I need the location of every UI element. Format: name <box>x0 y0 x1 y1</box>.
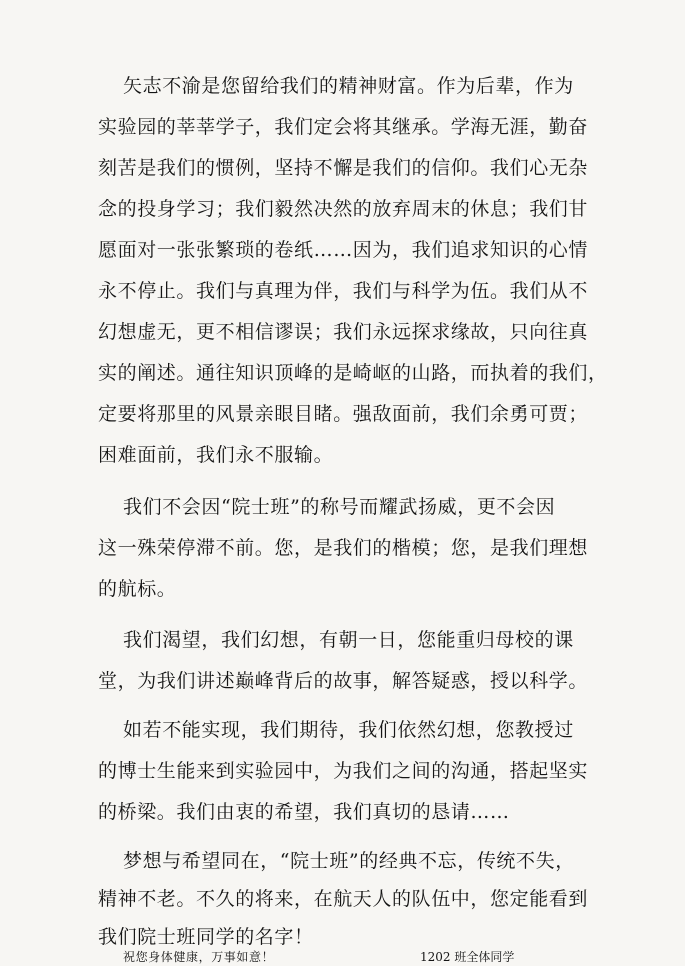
letter-line-14: 我们渴望，我们幻想，有朝一日，您能重归母校的课 <box>123 629 574 651</box>
letter-line-21: 我们院士班同学的名字！ <box>98 926 314 948</box>
letter-line-11: 我们不会因“院士班”的称号而耀武扬威，更不会因 <box>123 496 556 518</box>
letter-line-2: 实验园的莘莘学子，我们定会将其继承。学海无涯，勤奋 <box>98 116 589 138</box>
letter-line-20: 精神不老。不久的将来，在航天人的队伍中，您定能看到 <box>98 888 589 910</box>
letter-line-5: 愿面对一张张繁琐的卷纸……因为，我们追求知识的心情 <box>98 239 589 261</box>
letter-signature: 1202 班全体同学 <box>420 950 515 964</box>
letter-line-6: 永不停止。我们与真理为伴，我们与科学为伍。我们从不 <box>98 280 589 302</box>
letter-line-3: 刻苦是我们的惯例，坚持不懈是我们的信仰。我们心无杂 <box>98 157 589 179</box>
letter-line-19: 梦想与希望同在，“院士班”的经典不忘，传统不失， <box>123 850 575 872</box>
letter-line-7: 幻想虚无，更不相信谬误；我们永远探求缘故，只向往真 <box>98 321 589 343</box>
letter-line-9: 定要将那里的风景亲眼目睹。强敌面前，我们余勇可贾； <box>98 403 589 425</box>
letter-line-8: 实的阐述。通往知识顶峰的是崎岖的山路，而执着的我们， <box>98 362 608 384</box>
letter-line-17: 的博士生能来到实验园中，为我们之间的沟通，搭起坚实 <box>98 760 589 782</box>
letter-line-12: 这一殊荣停滞不前。您，是我们的楷模；您，是我们理想 <box>98 537 589 559</box>
letter-closing-line: 祝您身体健康，万事如意！ <box>123 950 275 964</box>
letter-line-10: 困难面前，我们永不服输。 <box>98 444 334 466</box>
letter-line-13: 的航标。 <box>98 578 177 600</box>
letter-line-4: 念的投身学习；我们毅然决然的放弃周末的休息；我们甘 <box>98 198 589 220</box>
letter-line-18: 的桥梁。我们由衷的希望，我们真切的恳请…… <box>98 801 510 823</box>
letter-line-1: 矢志不渝是您留给我们的精神财富。作为后辈，作为 <box>123 75 574 97</box>
letter-line-15: 堂，为我们讲述巅峰背后的故事，解答疑惑，授以科学。 <box>98 670 589 692</box>
letter-line-16: 如若不能实现，我们期待，我们依然幻想，您教授过 <box>123 719 574 741</box>
